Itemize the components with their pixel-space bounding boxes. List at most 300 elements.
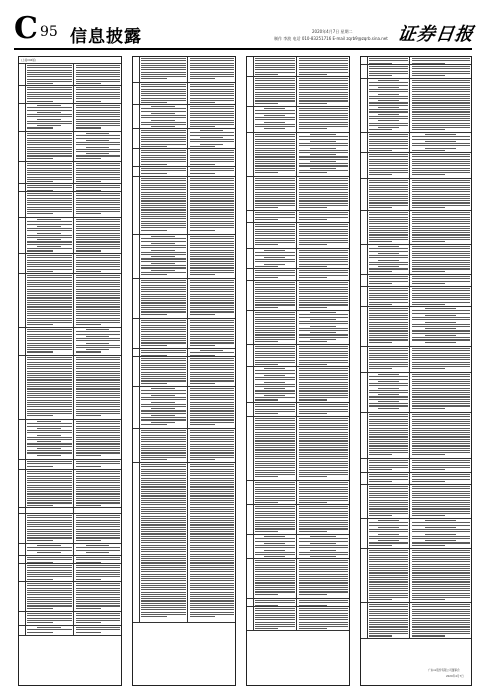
text-line (141, 137, 186, 138)
text-line (255, 474, 295, 475)
text-line (299, 183, 348, 184)
text-line (27, 590, 72, 591)
text-line (299, 463, 348, 464)
text-line (412, 368, 446, 369)
text-line (369, 257, 408, 258)
text-line (76, 413, 120, 414)
text-line (299, 569, 348, 570)
text-line (141, 152, 186, 153)
text-line (299, 511, 348, 512)
table-row (247, 77, 349, 107)
text-line (369, 174, 392, 175)
text-line (264, 388, 286, 389)
text-line (141, 298, 186, 299)
text-line (76, 158, 102, 159)
text-line (27, 452, 72, 453)
text-line (76, 306, 120, 307)
text-line (255, 461, 295, 462)
text-line (369, 443, 408, 444)
text-line (76, 601, 120, 602)
text-line (76, 493, 120, 494)
text-line (369, 536, 408, 537)
text-line (27, 195, 72, 196)
text-line (412, 401, 470, 402)
text-line (299, 72, 348, 73)
text-line (255, 487, 295, 488)
text-line (190, 221, 234, 222)
text-line (27, 588, 72, 589)
text-line (190, 340, 234, 341)
text-line (412, 465, 470, 466)
text-line (412, 441, 470, 442)
text-line (190, 585, 234, 586)
text-line (369, 452, 408, 453)
text-line (141, 607, 186, 608)
text-line (27, 190, 53, 191)
text-line (299, 454, 348, 455)
text-line (255, 591, 295, 592)
text-line (76, 138, 120, 139)
text-line (378, 246, 399, 247)
text-line (255, 423, 295, 424)
table-row (133, 129, 235, 149)
text-line (299, 136, 348, 137)
text-line (412, 597, 470, 598)
text-line (141, 390, 186, 391)
text-line (255, 178, 295, 179)
original-text-cell (25, 460, 73, 469)
text-line (412, 253, 470, 254)
text-line (412, 531, 470, 532)
text-line (255, 69, 295, 70)
text-line (299, 244, 328, 245)
original-text-cell (253, 505, 296, 534)
text-line (76, 411, 120, 412)
text-line (369, 568, 408, 569)
text-line (378, 127, 399, 128)
text-line (27, 482, 72, 483)
text-line (27, 594, 72, 595)
text-line (141, 78, 167, 79)
text-line (299, 92, 348, 93)
original-text-cell (139, 357, 187, 386)
text-line (412, 423, 470, 424)
original-text-cell (367, 549, 409, 602)
text-line (369, 545, 392, 546)
text-line (190, 522, 234, 523)
text-line (369, 615, 408, 616)
text-line (255, 94, 295, 95)
text-line (141, 69, 186, 70)
revised-text-cell (296, 535, 349, 558)
table-row (133, 57, 235, 83)
text-line (369, 581, 408, 582)
text-line (27, 284, 72, 285)
text-line (190, 230, 216, 231)
text-line (27, 446, 72, 447)
text-line (369, 328, 408, 329)
text-line (37, 246, 61, 247)
text-line (369, 531, 408, 532)
text-line (141, 478, 186, 479)
table-row (247, 417, 349, 481)
text-line (425, 527, 456, 528)
text-line (299, 600, 348, 601)
text-line (299, 300, 348, 301)
text-line (27, 583, 72, 584)
text-line (299, 602, 348, 603)
text-line (255, 117, 295, 118)
text-line (27, 473, 72, 474)
text-line (299, 159, 348, 160)
text-line (27, 550, 72, 551)
revised-text-cell (296, 57, 349, 76)
text-line (190, 331, 234, 332)
text-line (255, 500, 295, 501)
text-line (27, 264, 72, 265)
text-line (299, 128, 328, 129)
text-line (412, 462, 470, 463)
text-line (76, 400, 120, 401)
text-line (299, 515, 348, 516)
text-line (369, 522, 408, 523)
text-line (369, 348, 408, 349)
text-line (27, 605, 72, 606)
text-line (255, 272, 295, 273)
text-line (412, 96, 470, 97)
text-line (412, 588, 470, 589)
text-line (141, 84, 186, 85)
text-line (412, 419, 470, 420)
text-line (412, 416, 470, 417)
text-line (310, 326, 336, 327)
text-line (412, 304, 446, 305)
text-line (412, 542, 470, 543)
text-line (425, 540, 456, 541)
text-line (369, 564, 408, 565)
text-line (27, 322, 72, 323)
text-line (190, 155, 234, 156)
text-line (378, 388, 399, 389)
text-line (255, 413, 279, 414)
text-line (299, 122, 348, 123)
text-line (369, 355, 408, 356)
text-line (76, 461, 120, 462)
text-line (76, 428, 120, 429)
text-line (76, 340, 120, 341)
text-line (141, 192, 186, 193)
text-line (141, 576, 186, 577)
text-line (255, 502, 279, 503)
text-line (190, 376, 234, 377)
text-line (255, 615, 295, 616)
text-line (76, 391, 120, 392)
text-line (27, 300, 72, 301)
text-line (255, 298, 295, 299)
revised-text-cell (296, 599, 349, 606)
text-line (378, 107, 399, 108)
text-line (412, 268, 470, 269)
original-text-cell (367, 459, 409, 472)
text-line (255, 119, 295, 120)
text-line (76, 402, 120, 403)
text-line (86, 336, 110, 337)
text-line (190, 336, 234, 337)
text-line (190, 404, 234, 405)
text-line (369, 604, 408, 605)
text-line (190, 173, 216, 174)
text-line (299, 608, 348, 609)
text-line (27, 116, 72, 117)
text-line (141, 448, 186, 449)
text-line (412, 234, 470, 235)
text-line (299, 368, 348, 369)
text-line (76, 603, 120, 604)
text-line (369, 182, 408, 183)
text-line (190, 551, 234, 552)
text-line (27, 537, 72, 538)
text-line (412, 450, 470, 451)
text-line (369, 278, 408, 279)
text-line (76, 155, 120, 156)
text-line (141, 93, 186, 94)
text-line (141, 311, 186, 312)
text-line (369, 63, 392, 64)
text-line (27, 70, 72, 71)
text-line (310, 319, 336, 320)
text-line (27, 515, 72, 516)
text-line (299, 196, 348, 197)
text-line (425, 134, 456, 135)
text-line (141, 538, 186, 539)
text-line (141, 230, 167, 231)
text-line (369, 150, 392, 151)
text-line (255, 467, 295, 468)
text-line (190, 464, 234, 465)
text-line (190, 91, 234, 92)
text-line (86, 343, 110, 344)
text-line (255, 360, 295, 361)
text-line (151, 113, 175, 114)
text-line (190, 209, 234, 210)
text-line (412, 116, 470, 117)
text-line (190, 108, 234, 109)
text-line (141, 168, 186, 169)
text-line (27, 168, 72, 169)
text-line (27, 375, 72, 376)
text-line (412, 469, 446, 470)
text-line (369, 109, 408, 110)
text-line (369, 98, 408, 99)
text-line (190, 437, 234, 438)
text-line (190, 243, 234, 244)
text-line (369, 185, 408, 186)
text-line (369, 302, 408, 303)
text-line (412, 129, 446, 130)
text-line (255, 163, 295, 164)
text-line (369, 460, 408, 461)
original-text-cell (367, 57, 409, 64)
text-line (255, 312, 295, 313)
text-line (412, 262, 470, 263)
original-text-cell (253, 281, 296, 310)
text-line (369, 606, 408, 607)
text-line (299, 589, 348, 590)
text-line (299, 180, 348, 181)
original-text-cell (25, 184, 73, 191)
revised-text-cell (409, 459, 471, 472)
text-line (141, 565, 186, 566)
text-line (76, 304, 120, 305)
text-line (141, 374, 186, 375)
text-line (190, 374, 234, 375)
text-line (255, 143, 295, 144)
text-line (76, 620, 120, 621)
text-line (190, 580, 234, 581)
text-line (190, 205, 234, 206)
text-line (369, 212, 408, 213)
text-line (76, 599, 120, 600)
text-line (255, 244, 279, 245)
text-line (141, 432, 186, 433)
text-line (37, 105, 61, 106)
text-line (27, 471, 72, 472)
revised-text-cell (73, 192, 121, 217)
original-text-cell (25, 132, 73, 161)
text-line (378, 401, 399, 402)
text-line (190, 397, 234, 398)
text-line (255, 482, 295, 483)
text-line (299, 520, 348, 521)
text-line (76, 291, 120, 292)
text-line (76, 114, 120, 115)
text-line (76, 119, 120, 120)
text-line (264, 536, 286, 537)
text-line (255, 145, 295, 146)
text-line (299, 373, 348, 374)
revised-text-cell (73, 356, 121, 419)
text-line (299, 498, 348, 499)
text-line (37, 226, 61, 227)
table-row (247, 599, 349, 607)
revised-text-cell (409, 57, 471, 64)
text-line (141, 524, 186, 525)
text-line (141, 65, 186, 66)
text-line (299, 58, 348, 59)
text-line (76, 487, 120, 488)
text-line (299, 139, 348, 140)
text-line (190, 329, 234, 330)
text-line (190, 238, 234, 239)
text-line (412, 439, 470, 440)
text-line (264, 257, 286, 258)
text-line (255, 434, 295, 435)
table-row (361, 65, 471, 79)
text-line (76, 415, 102, 416)
text-line (27, 608, 53, 609)
text-line (76, 295, 120, 296)
table-row (361, 245, 471, 275)
text-line (255, 238, 295, 239)
text-line (76, 198, 120, 199)
text-line (37, 435, 61, 436)
text-line (299, 626, 348, 627)
text-line (190, 146, 216, 147)
text-line (27, 304, 72, 305)
text-line (27, 331, 72, 332)
text-line (255, 150, 295, 151)
text-line (190, 509, 234, 510)
text-line (141, 102, 167, 103)
text-line (27, 306, 72, 307)
text-line (76, 443, 120, 444)
table-row (247, 249, 349, 269)
text-line (27, 423, 72, 424)
text-line (76, 96, 120, 97)
text-line (299, 275, 348, 276)
text-line (141, 531, 186, 532)
text-line (369, 495, 408, 496)
text-line (369, 308, 408, 309)
text-line (190, 491, 234, 492)
text-line (141, 413, 186, 414)
text-line (190, 218, 234, 219)
revised-text-cell (296, 211, 349, 222)
text-line (299, 364, 328, 365)
original-text-cell (367, 133, 409, 152)
text-line (190, 480, 234, 481)
text-line (190, 325, 234, 326)
text-line (299, 574, 348, 575)
text-line (369, 593, 408, 594)
text-line (264, 250, 286, 251)
original-text-cell (25, 356, 73, 419)
text-line (299, 304, 348, 305)
text-line (299, 291, 348, 292)
text-line (76, 233, 120, 234)
text-line (425, 148, 456, 149)
text-line (310, 339, 336, 340)
text-line (412, 228, 470, 229)
original-text-cell (367, 473, 409, 484)
text-line (190, 556, 234, 557)
text-line (27, 340, 72, 341)
text-line (255, 134, 295, 135)
text-line (190, 63, 234, 64)
text-line (190, 516, 234, 517)
announcement-column-1 (18, 56, 122, 686)
text-line (255, 351, 295, 352)
text-line (141, 507, 186, 508)
text-line (412, 214, 470, 215)
text-line (412, 232, 470, 233)
text-line (141, 542, 186, 543)
text-line (255, 242, 295, 243)
text-line (299, 434, 348, 435)
text-line (264, 368, 286, 369)
text-line (141, 598, 186, 599)
text-line (76, 246, 120, 247)
text-line (27, 248, 72, 249)
text-line (141, 600, 186, 601)
text-line (190, 399, 234, 400)
text-line (412, 513, 470, 514)
text-line (412, 319, 470, 320)
text-line (76, 204, 120, 205)
text-line (141, 225, 186, 226)
text-line (76, 230, 120, 231)
text-line (190, 383, 216, 384)
